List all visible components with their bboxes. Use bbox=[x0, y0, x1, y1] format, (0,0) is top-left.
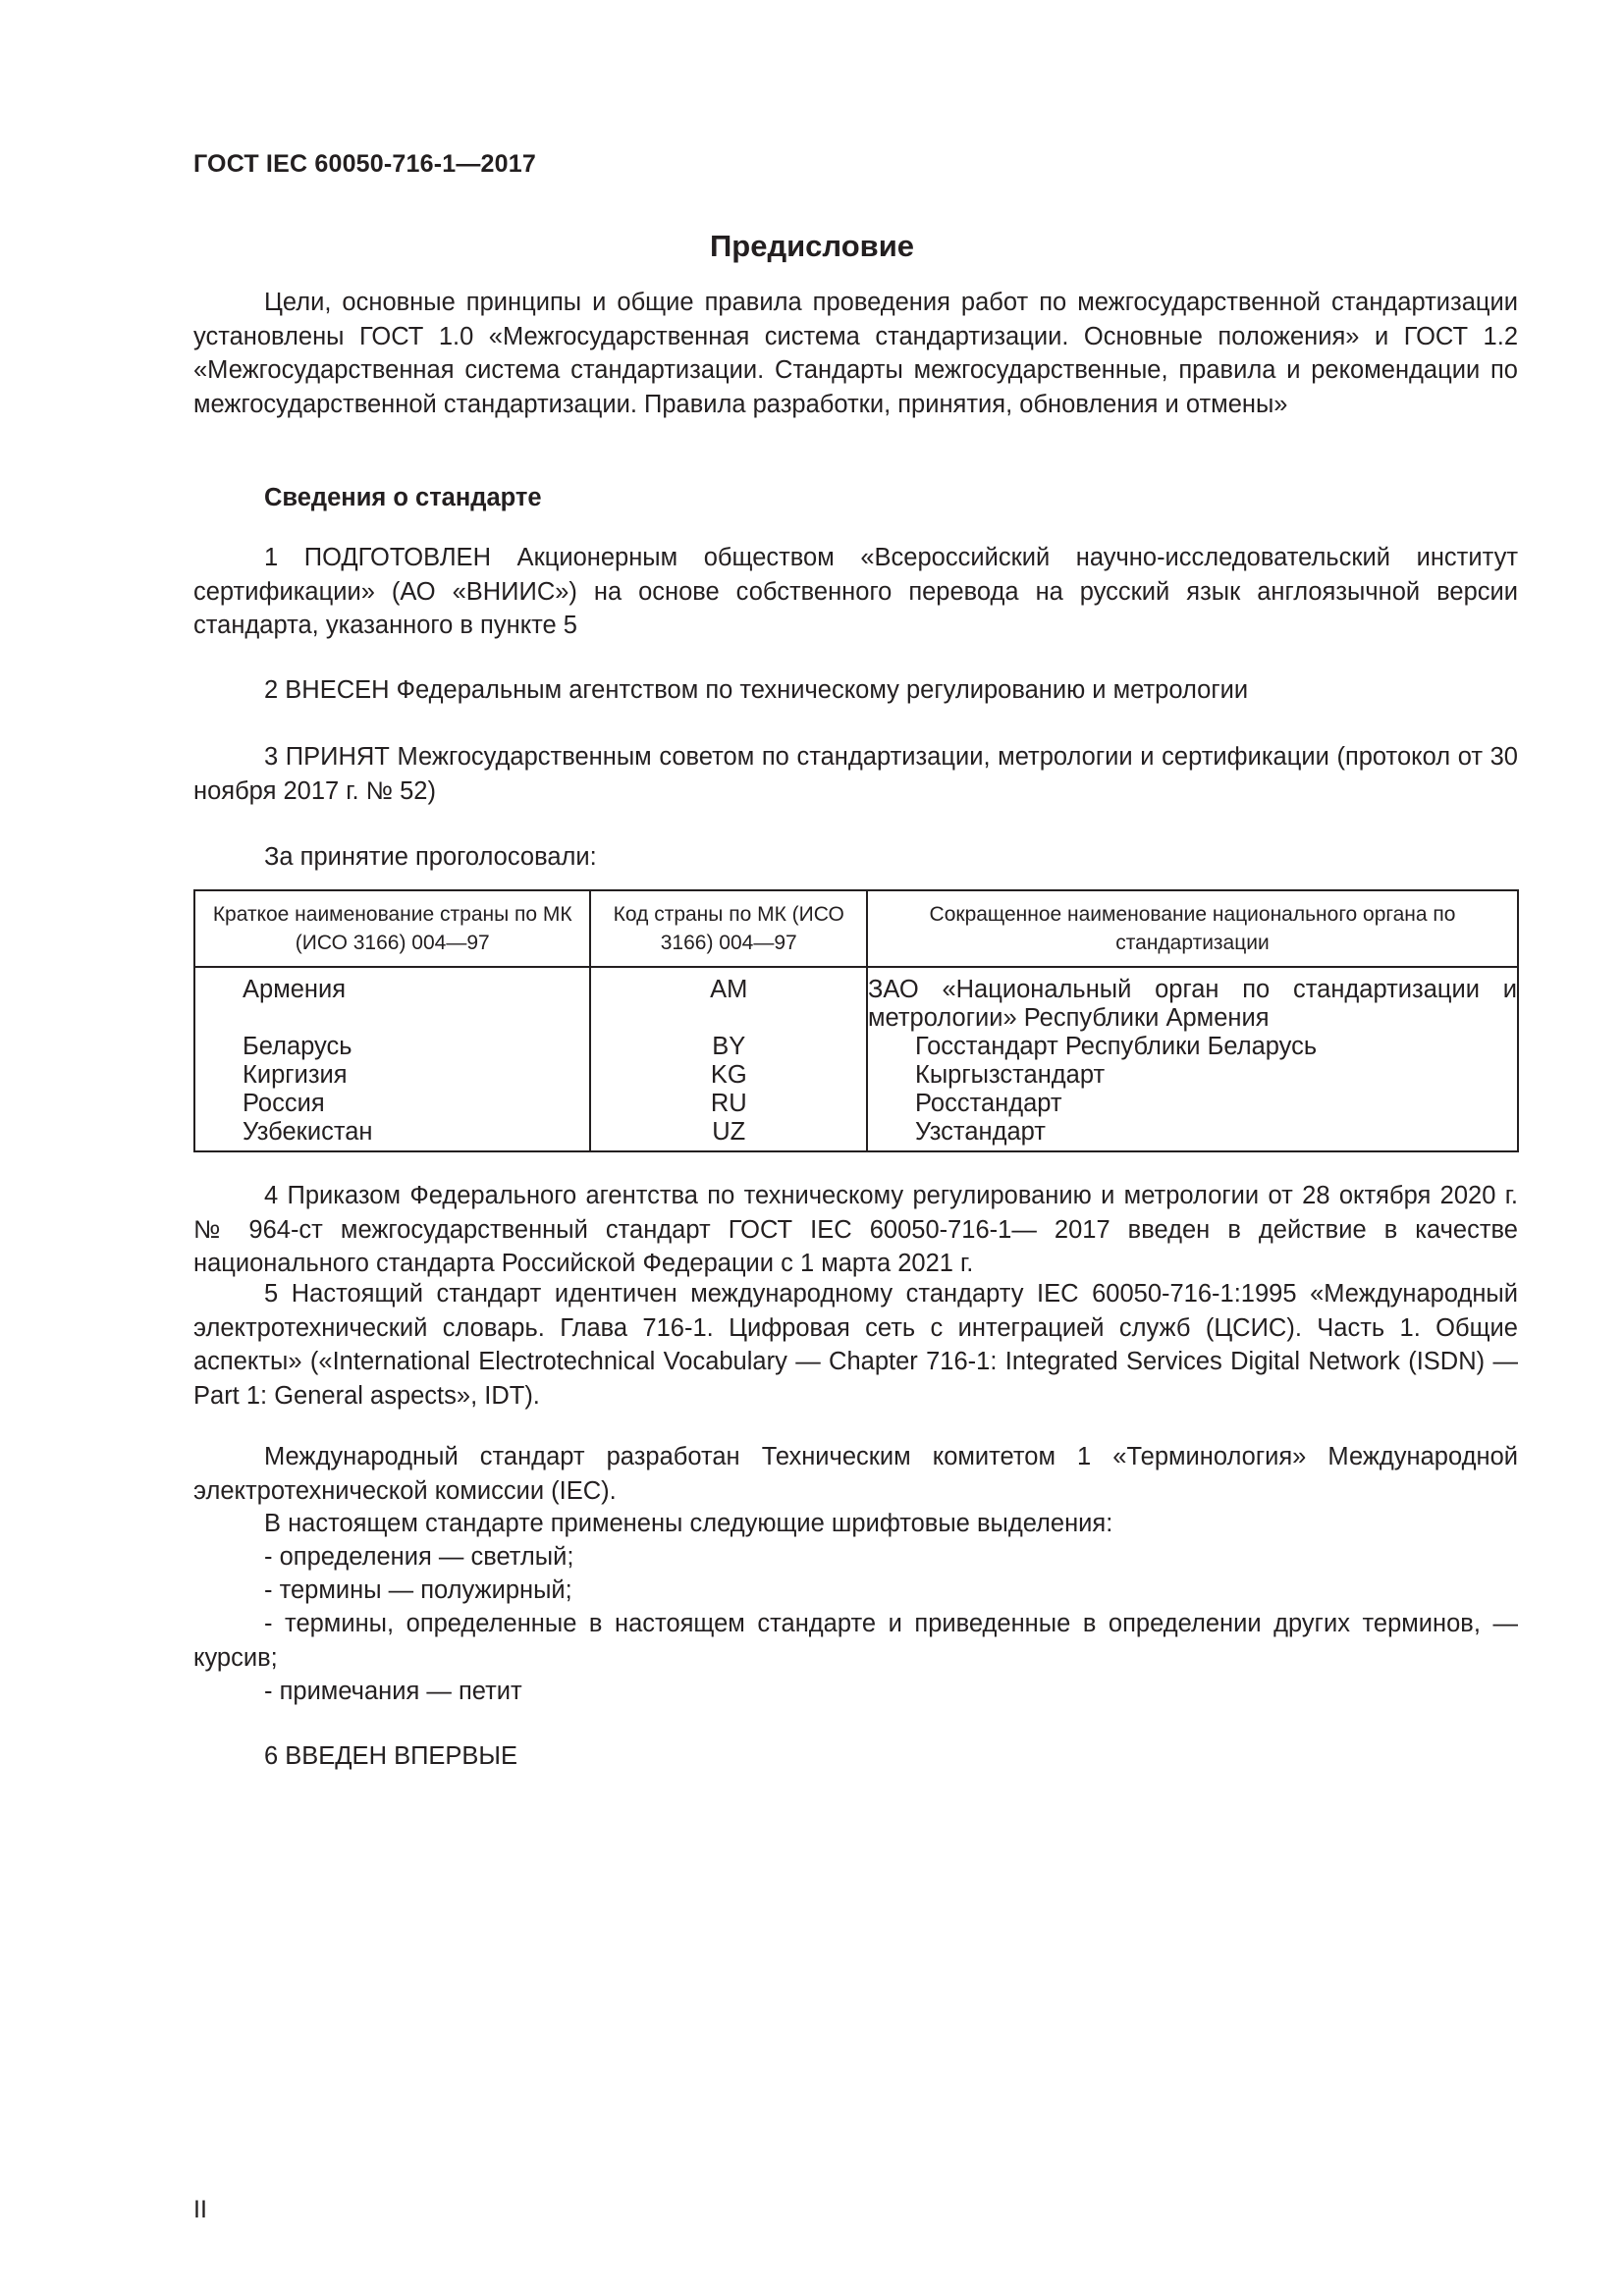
header-country-code: Код страны по МК (ИСО 3166) 004—97 bbox=[590, 890, 867, 967]
font-convention-item: - определения — светлый; bbox=[264, 1543, 574, 1571]
standards-body: Госстандарт Республики Беларусь bbox=[867, 1033, 1518, 1061]
header-standards-body: Сокращенное наименование национального органа по стандартизации bbox=[867, 890, 1518, 967]
table-row bbox=[194, 1061, 1518, 1090]
table-row bbox=[194, 1118, 1518, 1151]
item-4-paragraph: 4 Приказом Федерального агентства по техническому регулированию и метрологии от 28 октября 2020 г. № 964-ст межгосударственный стандарт ГОСТ IEC 60050-716-1— 2017 введен в действие в качестве национального стандарта Российской Федерации с 1 марта 2021 г. bbox=[193, 1182, 1518, 1277]
standards-body bbox=[867, 967, 1518, 1033]
country-name: Киргизия bbox=[194, 1061, 590, 1090]
voted-label: За принятие проголосовали: bbox=[264, 843, 597, 871]
country-code: UZ bbox=[590, 1118, 867, 1151]
country-code: AM bbox=[590, 967, 867, 1033]
country-name: Армения bbox=[194, 967, 590, 1033]
font-convention-item: - термины — полужирный; bbox=[264, 1576, 572, 1604]
page-number: II bbox=[193, 2196, 207, 2223]
section-heading: Сведения о стандарте bbox=[264, 484, 542, 511]
table-row bbox=[194, 967, 1518, 1033]
standards-body: Узстандарт bbox=[867, 1118, 1518, 1151]
voting-countries-table bbox=[193, 889, 1519, 1152]
item-5-developer-paragraph: Международный стандарт разработан Техническим комитетом 1 «Терминология» Международной электротехнической комиссии (IEC). bbox=[193, 1443, 1518, 1505]
country-code: RU bbox=[590, 1090, 867, 1118]
item-6-paragraph: 6 ВВЕДЕН ВПЕРВЫЕ bbox=[264, 1742, 518, 1770]
intro-paragraph: Цели, основные принципы и общие правила проведения работ по межгосударственной стандартизации установлены ГОСТ 1.0 «Межгосударственная система стандартизации. Основные положения» и ГОСТ 1.2 «Межгосударственная система стандартизации. Стандарты межгосударственные, правила и рекомендации по межгосударственной стандартизации. Правила разработки, принятия, обновления и отмены» bbox=[193, 289, 1518, 418]
item-5-paragraph: 5 Настоящий стандарт идентичен международному стандарту IEC 60050-716-1:1995 «Международный электротехнический словарь. Глава 716-1. Цифровая сеть с интеграцией служб (ЦСИС). Часть 1. Общие аспекты» («International Electrotechnical Vocabulary — Chapter 716-1: Integrated Services Digital Network (ISDN) — Part 1: General aspects», IDT). bbox=[193, 1280, 1518, 1410]
standards-body: Росстандарт bbox=[867, 1090, 1518, 1118]
font-convention-item: - примечания — петит bbox=[264, 1678, 522, 1705]
document-id: ГОСТ IEC 60050-716-1—2017 bbox=[193, 150, 536, 178]
font-convention-item: - термины, определенные в настоящем стандарте и приведенные в определении других терминов, — курсив; bbox=[193, 1610, 1518, 1672]
table-header-row bbox=[194, 890, 1518, 967]
page-title: Предисловие bbox=[709, 229, 914, 263]
standards-body-name: ЗАО «Национальный орган по стандартизации и метрологии» Республики Армения bbox=[868, 976, 1517, 1032]
country-code: KG bbox=[590, 1061, 867, 1090]
standards-body: Кыргызстандарт bbox=[867, 1061, 1518, 1090]
item-1-paragraph: 1 ПОДГОТОВЛЕН Акционерным обществом «Всероссийский научно-исследовательский институт сертификации» (АО «ВНИИС») на основе собственного перевода на русский язык англоязычной версии стандарта, указанного в пункте 5 bbox=[193, 544, 1518, 639]
table-row bbox=[194, 1090, 1518, 1118]
item-2-paragraph: 2 ВНЕСЕН Федеральным агентством по техническому регулированию и метрологии bbox=[264, 676, 1249, 704]
item-3-paragraph: 3 ПРИНЯТ Межгосударственным советом по стандартизации, метрологии и сертификации (протокол от 30 ноября 2017 г. № 52) bbox=[193, 743, 1518, 805]
country-name: Узбекистан bbox=[194, 1118, 590, 1151]
table-row bbox=[194, 1033, 1518, 1061]
font-conventions-intro: В настоящем стандарте применены следующие шрифтовые выделения: bbox=[264, 1510, 1113, 1537]
header-country-name: Краткое наименование страны по МК (ИСО 3166) 004—97 bbox=[194, 890, 590, 967]
country-code: BY bbox=[590, 1033, 867, 1061]
country-name: Беларусь bbox=[194, 1033, 590, 1061]
country-name: Россия bbox=[194, 1090, 590, 1118]
